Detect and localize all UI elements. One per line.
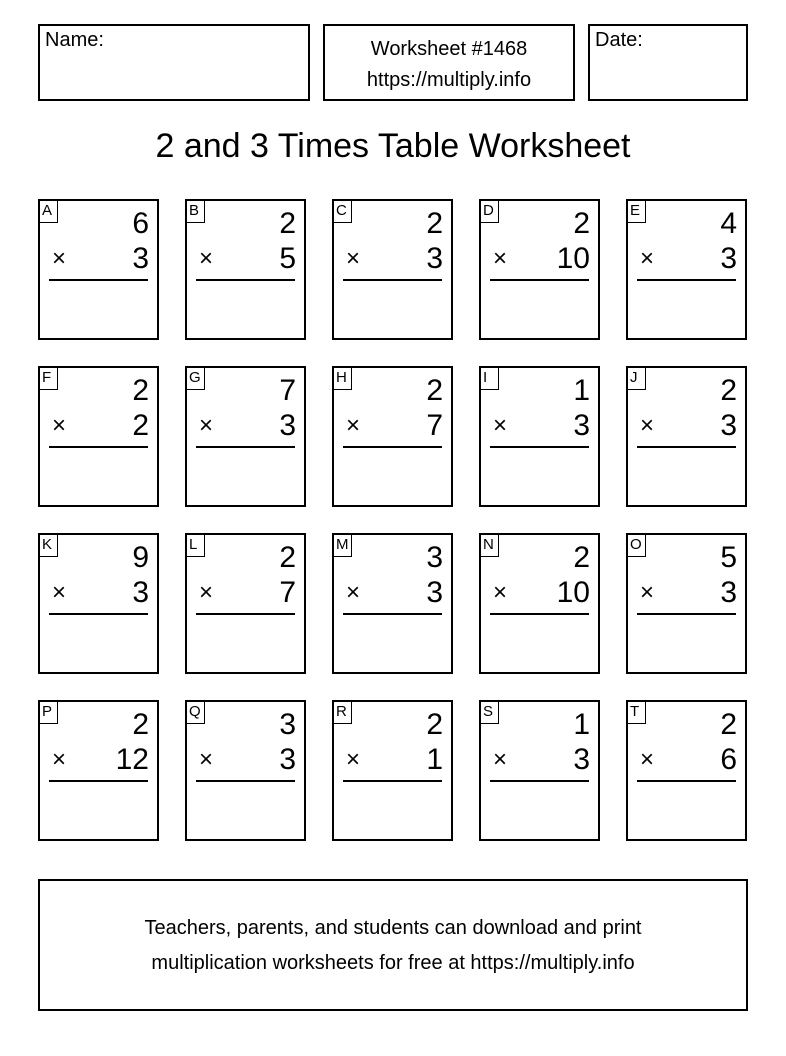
multiplicand: 2 (573, 541, 590, 574)
multiplicand: 2 (279, 541, 296, 574)
problem-cell[interactable] (185, 700, 306, 841)
multiplicand: 3 (426, 541, 443, 574)
times-sign: × (493, 245, 508, 272)
problem-cell[interactable] (626, 533, 747, 674)
multiplicand: 5 (720, 541, 737, 574)
multiplicand: 2 (279, 207, 296, 240)
problem-letter: F (38, 366, 58, 390)
answer-line (343, 613, 442, 615)
multiplier: 7 (279, 576, 296, 609)
problem-cell[interactable] (479, 366, 600, 507)
multiplier: 3 (132, 242, 149, 275)
problem-letter: Q (185, 700, 205, 724)
multiplier: 12 (115, 743, 149, 776)
problem-cell[interactable] (185, 199, 306, 340)
problem-letter: P (38, 700, 58, 724)
multiplier: 3 (279, 409, 296, 442)
problem-letter: S (479, 700, 499, 724)
multiplier: 10 (556, 242, 590, 275)
worksheet-url[interactable]: https://multiply.info (366, 69, 532, 91)
multiplicand: 1 (573, 708, 590, 741)
problem-letter: M (332, 533, 352, 557)
problem-letter: D (479, 199, 499, 223)
problem-cell[interactable] (38, 700, 159, 841)
answer-line (49, 279, 148, 281)
times-sign: × (493, 746, 508, 773)
answer-line (196, 613, 295, 615)
multiplicand: 2 (132, 374, 149, 407)
multiplicand: 2 (720, 708, 737, 741)
footer-box (38, 879, 748, 1011)
multiplicand: 2 (573, 207, 590, 240)
answer-line (49, 446, 148, 448)
times-sign: × (640, 579, 655, 606)
multiplier: 3 (720, 576, 737, 609)
times-sign: × (346, 579, 361, 606)
date-label: Date: (595, 29, 643, 51)
answer-line (490, 446, 589, 448)
times-sign: × (52, 579, 67, 606)
answer-line (637, 780, 736, 782)
times-sign: × (346, 746, 361, 773)
times-sign: × (52, 245, 67, 272)
multiplicand: 2 (720, 374, 737, 407)
multiplier: 5 (279, 242, 296, 275)
multiplier: 3 (426, 242, 443, 275)
multiplier: 1 (426, 743, 443, 776)
answer-line (343, 279, 442, 281)
problem-letter: K (38, 533, 58, 557)
multiplicand: 1 (573, 374, 590, 407)
multiplicand: 2 (426, 374, 443, 407)
problem-cell[interactable] (479, 700, 600, 841)
problem-letter: J (626, 366, 646, 390)
problem-cell[interactable] (38, 366, 159, 507)
times-sign: × (640, 746, 655, 773)
answer-line (637, 613, 736, 615)
times-sign: × (199, 245, 214, 272)
footer-line-2: multiplication worksheets for free at https://multiply.info (151, 952, 635, 974)
problem-cell[interactable] (626, 366, 747, 507)
multiplier: 3 (132, 576, 149, 609)
problem-letter: H (332, 366, 352, 390)
multiplier: 3 (720, 242, 737, 275)
times-sign: × (493, 412, 508, 439)
problem-cell[interactable] (626, 700, 747, 841)
multiplier: 3 (720, 409, 737, 442)
times-sign: × (199, 412, 214, 439)
multiplicand: 9 (132, 541, 149, 574)
problem-letter: E (626, 199, 646, 223)
answer-line (490, 780, 589, 782)
name-label: Name: (45, 29, 104, 51)
times-sign: × (640, 412, 655, 439)
problem-cell[interactable] (626, 199, 747, 340)
problem-cell[interactable] (332, 533, 453, 674)
answer-line (490, 279, 589, 281)
times-sign: × (346, 245, 361, 272)
multiplier: 3 (426, 576, 443, 609)
worksheet-number: Worksheet #1468 (370, 38, 528, 60)
multiplicand: 6 (132, 207, 149, 240)
times-sign: × (199, 746, 214, 773)
problem-cell[interactable] (332, 366, 453, 507)
multiplicand: 3 (279, 708, 296, 741)
answer-line (49, 780, 148, 782)
problem-cell[interactable] (38, 533, 159, 674)
problem-cell[interactable] (479, 533, 600, 674)
problem-cell[interactable] (479, 199, 600, 340)
times-sign: × (346, 412, 361, 439)
problem-letter: I (479, 366, 499, 390)
answer-line (343, 446, 442, 448)
times-sign: × (52, 746, 67, 773)
page-title: 2 and 3 Times Table Worksheet (155, 127, 631, 165)
problem-letter: N (479, 533, 499, 557)
problem-letter: B (185, 199, 205, 223)
answer-line (637, 446, 736, 448)
problem-letter: O (626, 533, 646, 557)
answer-line (637, 279, 736, 281)
times-sign: × (640, 245, 655, 272)
multiplicand: 2 (426, 708, 443, 741)
answer-line (196, 780, 295, 782)
multiplicand: 2 (132, 708, 149, 741)
problem-cell[interactable] (332, 700, 453, 841)
multiplier: 3 (279, 743, 296, 776)
problem-letter: L (185, 533, 205, 557)
problem-letter: R (332, 700, 352, 724)
times-sign: × (199, 579, 214, 606)
multiplicand: 2 (426, 207, 443, 240)
answer-line (196, 446, 295, 448)
problem-letter: A (38, 199, 58, 223)
multiplier: 7 (426, 409, 443, 442)
problem-cell[interactable] (38, 199, 159, 340)
multiplier: 10 (556, 576, 590, 609)
answer-line (490, 613, 589, 615)
multiplicand: 7 (279, 374, 296, 407)
problem-cell[interactable] (185, 366, 306, 507)
problem-cell[interactable] (332, 199, 453, 340)
multiplier: 2 (132, 409, 149, 442)
answer-line (196, 279, 295, 281)
problem-letter: T (626, 700, 646, 724)
answer-line (343, 780, 442, 782)
problem-letter: G (185, 366, 205, 390)
problem-letter: C (332, 199, 352, 223)
multiplier: 3 (573, 743, 590, 776)
times-sign: × (52, 412, 67, 439)
multiplicand: 4 (720, 207, 737, 240)
footer-line-1: Teachers, parents, and students can download and print (144, 917, 642, 939)
times-sign: × (493, 579, 508, 606)
multiplier: 3 (573, 409, 590, 442)
problem-cell[interactable] (185, 533, 306, 674)
multiplier: 6 (720, 743, 737, 776)
answer-line (49, 613, 148, 615)
